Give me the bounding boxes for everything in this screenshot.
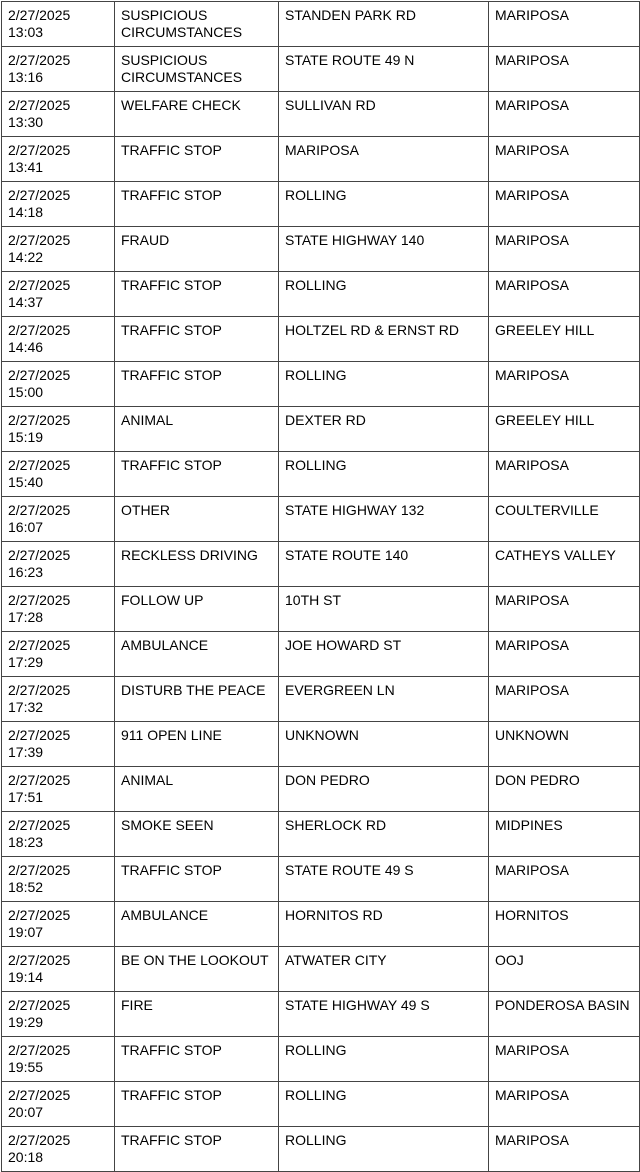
datetime-cell: 2/27/2025 15:00: [2, 362, 115, 407]
incident-type-cell: SUSPICIOUS CIRCUMSTANCES: [115, 47, 279, 92]
location-cell: STATE ROUTE 49 S: [279, 857, 489, 902]
incident-type-cell: WELFARE CHECK: [115, 92, 279, 137]
datetime-cell: 2/27/2025 17:29: [2, 632, 115, 677]
location-cell: HOLTZEL RD & ERNST RD: [279, 317, 489, 362]
table-row: [2, 1037, 640, 1082]
table-row: [2, 542, 640, 587]
datetime-cell: 2/27/2025 17:28: [2, 587, 115, 632]
datetime-cell: 2/27/2025 14:22: [2, 227, 115, 272]
area-cell: MARIPOSA: [489, 137, 640, 182]
table-row: [2, 947, 640, 992]
datetime-cell: 2/27/2025 19:07: [2, 902, 115, 947]
location-cell: UNKNOWN: [279, 722, 489, 767]
incident-type-cell: TRAFFIC STOP: [115, 452, 279, 497]
datetime-cell: 2/27/2025 18:52: [2, 857, 115, 902]
location-cell: ROLLING: [279, 362, 489, 407]
area-cell: MARIPOSA: [489, 587, 640, 632]
datetime-cell: 2/27/2025 19:29: [2, 992, 115, 1037]
incident-type-cell: TRAFFIC STOP: [115, 182, 279, 227]
incident-type-cell: ANIMAL: [115, 767, 279, 812]
table-row: [2, 182, 640, 227]
datetime-cell: 2/27/2025 16:23: [2, 542, 115, 587]
area-cell: MARIPOSA: [489, 1127, 640, 1172]
datetime-cell: 2/27/2025 15:19: [2, 407, 115, 452]
incident-log-body: [2, 2, 640, 1172]
location-cell: SULLIVAN RD: [279, 92, 489, 137]
area-cell: MARIPOSA: [489, 2, 640, 47]
location-cell: ROLLING: [279, 452, 489, 497]
location-cell: HORNITOS RD: [279, 902, 489, 947]
table-row: [2, 767, 640, 812]
location-cell: DON PEDRO: [279, 767, 489, 812]
table-row: [2, 452, 640, 497]
area-cell: MARIPOSA: [489, 1082, 640, 1127]
location-cell: EVERGREEN LN: [279, 677, 489, 722]
table-row: [2, 407, 640, 452]
datetime-cell: 2/27/2025 13:30: [2, 92, 115, 137]
incident-log-table: [1, 1, 640, 1172]
location-cell: STANDEN PARK RD: [279, 2, 489, 47]
incident-type-cell: TRAFFIC STOP: [115, 1037, 279, 1082]
area-cell: COULTERVILLE: [489, 497, 640, 542]
location-cell: STATE ROUTE 140: [279, 542, 489, 587]
table-row: [2, 317, 640, 362]
datetime-cell: 2/27/2025 17:51: [2, 767, 115, 812]
datetime-cell: 2/27/2025 19:55: [2, 1037, 115, 1082]
area-cell: UNKNOWN: [489, 722, 640, 767]
location-cell: STATE HIGHWAY 49 S: [279, 992, 489, 1037]
location-cell: ROLLING: [279, 1037, 489, 1082]
table-row: [2, 677, 640, 722]
incident-type-cell: SMOKE SEEN: [115, 812, 279, 857]
incident-type-cell: BE ON THE LOOKOUT: [115, 947, 279, 992]
incident-type-cell: FRAUD: [115, 227, 279, 272]
incident-type-cell: DISTURB THE PEACE: [115, 677, 279, 722]
area-cell: OOJ: [489, 947, 640, 992]
location-cell: MARIPOSA: [279, 137, 489, 182]
area-cell: MARIPOSA: [489, 1037, 640, 1082]
table-row: [2, 632, 640, 677]
datetime-cell: 2/27/2025 17:32: [2, 677, 115, 722]
table-row: [2, 1082, 640, 1127]
location-cell: ROLLING: [279, 272, 489, 317]
datetime-cell: 2/27/2025 20:18: [2, 1127, 115, 1172]
datetime-cell: 2/27/2025 16:07: [2, 497, 115, 542]
area-cell: MARIPOSA: [489, 92, 640, 137]
datetime-cell: 2/27/2025 14:46: [2, 317, 115, 362]
datetime-cell: 2/27/2025 13:16: [2, 47, 115, 92]
area-cell: MARIPOSA: [489, 632, 640, 677]
area-cell: MARIPOSA: [489, 227, 640, 272]
location-cell: STATE HIGHWAY 140: [279, 227, 489, 272]
incident-type-cell: TRAFFIC STOP: [115, 857, 279, 902]
area-cell: MARIPOSA: [489, 47, 640, 92]
incident-type-cell: ANIMAL: [115, 407, 279, 452]
incident-type-cell: 911 OPEN LINE: [115, 722, 279, 767]
incident-type-cell: TRAFFIC STOP: [115, 317, 279, 362]
incident-type-cell: TRAFFIC STOP: [115, 137, 279, 182]
location-cell: 10TH ST: [279, 587, 489, 632]
area-cell: MARIPOSA: [489, 857, 640, 902]
datetime-cell: 2/27/2025 13:41: [2, 137, 115, 182]
table-row: [2, 362, 640, 407]
location-cell: DEXTER RD: [279, 407, 489, 452]
area-cell: MARIPOSA: [489, 272, 640, 317]
incident-type-cell: TRAFFIC STOP: [115, 362, 279, 407]
table-row: [2, 1127, 640, 1172]
table-row: [2, 2, 640, 47]
area-cell: MARIPOSA: [489, 182, 640, 227]
table-row: [2, 587, 640, 632]
incident-type-cell: AMBULANCE: [115, 902, 279, 947]
location-cell: STATE ROUTE 49 N: [279, 47, 489, 92]
table-row: [2, 47, 640, 92]
location-cell: ROLLING: [279, 1127, 489, 1172]
table-row: [2, 497, 640, 542]
incident-type-cell: FOLLOW UP: [115, 587, 279, 632]
area-cell: MIDPINES: [489, 812, 640, 857]
table-row: [2, 92, 640, 137]
incident-type-cell: TRAFFIC STOP: [115, 1127, 279, 1172]
area-cell: GREELEY HILL: [489, 317, 640, 362]
area-cell: PONDEROSA BASIN: [489, 992, 640, 1037]
incident-type-cell: TRAFFIC STOP: [115, 272, 279, 317]
location-cell: ROLLING: [279, 182, 489, 227]
incident-type-cell: FIRE: [115, 992, 279, 1037]
incident-type-cell: OTHER: [115, 497, 279, 542]
datetime-cell: 2/27/2025 14:37: [2, 272, 115, 317]
table-row: [2, 137, 640, 182]
area-cell: MARIPOSA: [489, 452, 640, 497]
area-cell: DON PEDRO: [489, 767, 640, 812]
datetime-cell: 2/27/2025 20:07: [2, 1082, 115, 1127]
location-cell: SHERLOCK RD: [279, 812, 489, 857]
table-row: [2, 272, 640, 317]
location-cell: ATWATER CITY: [279, 947, 489, 992]
table-row: [2, 227, 640, 272]
incident-type-cell: TRAFFIC STOP: [115, 1082, 279, 1127]
datetime-cell: 2/27/2025 14:18: [2, 182, 115, 227]
table-row: [2, 812, 640, 857]
table-row: [2, 992, 640, 1037]
area-cell: GREELEY HILL: [489, 407, 640, 452]
datetime-cell: 2/27/2025 17:39: [2, 722, 115, 767]
datetime-cell: 2/27/2025 18:23: [2, 812, 115, 857]
location-cell: ROLLING: [279, 1082, 489, 1127]
location-cell: JOE HOWARD ST: [279, 632, 489, 677]
table-row: [2, 857, 640, 902]
datetime-cell: 2/27/2025 15:40: [2, 452, 115, 497]
incident-type-cell: SUSPICIOUS CIRCUMSTANCES: [115, 2, 279, 47]
incident-type-cell: AMBULANCE: [115, 632, 279, 677]
table-row: [2, 902, 640, 947]
incident-type-cell: RECKLESS DRIVING: [115, 542, 279, 587]
table-row: [2, 722, 640, 767]
area-cell: MARIPOSA: [489, 362, 640, 407]
area-cell: HORNITOS: [489, 902, 640, 947]
datetime-cell: 2/27/2025 13:03: [2, 2, 115, 47]
area-cell: MARIPOSA: [489, 677, 640, 722]
area-cell: CATHEYS VALLEY: [489, 542, 640, 587]
location-cell: STATE HIGHWAY 132: [279, 497, 489, 542]
datetime-cell: 2/27/2025 19:14: [2, 947, 115, 992]
